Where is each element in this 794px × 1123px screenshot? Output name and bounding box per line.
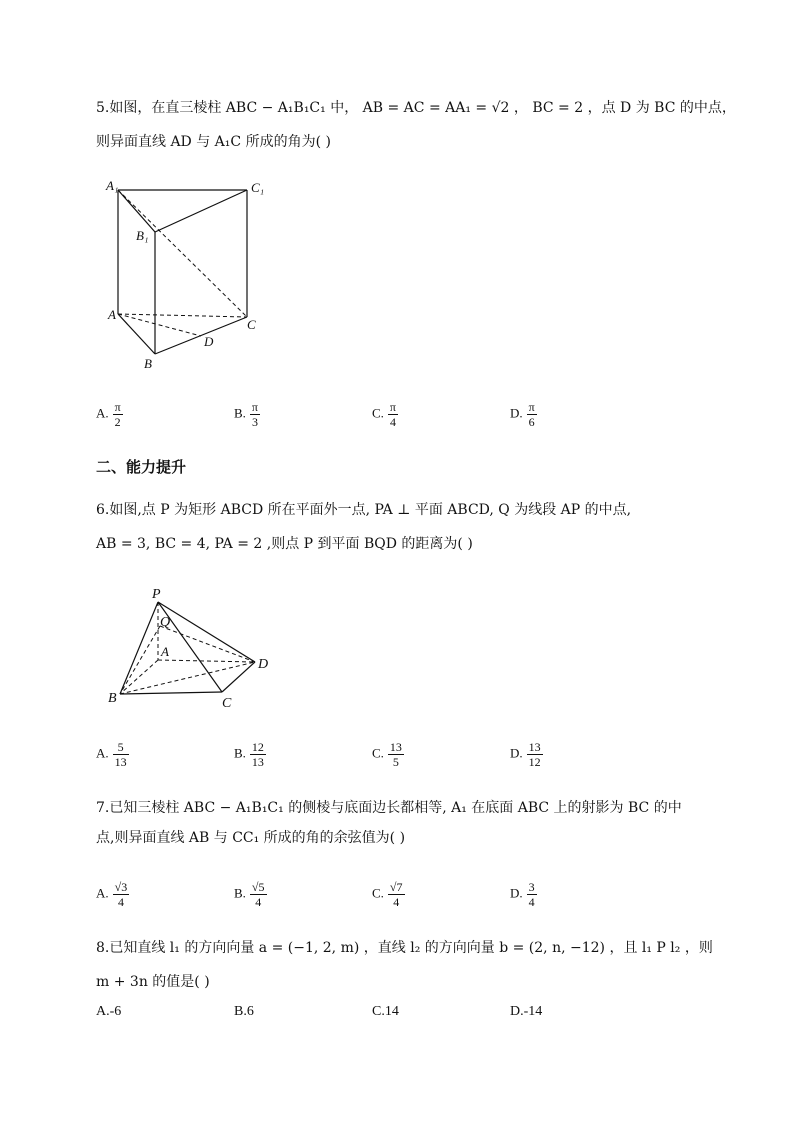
q8-stem-line2: m + 3n 的值是( ) (96, 974, 210, 990)
q8-option-d[interactable]: D.-14 (510, 1004, 543, 1019)
q5-option-a[interactable]: A. $\frac{\pi}{2}$ (96, 400, 121, 429)
q6-option-b[interactable]: B. $\frac{12}{13}$ (234, 740, 264, 769)
q8-option-a[interactable]: A.-6 (96, 1004, 122, 1019)
q8-option-b[interactable]: B.6 (234, 1004, 254, 1019)
edge-AD-dashed (158, 660, 255, 662)
q7-stem-line2: 点,则异面直线 AB 与 CC₁ 所成的角的余弦值为( ) (96, 830, 406, 846)
q5-prism-figure (100, 172, 290, 377)
edge-QB-dashed (120, 626, 160, 694)
label-A1: A₁ (106, 178, 119, 193)
q6-pyramid-figure (100, 582, 290, 717)
edge-QD-dashed (160, 626, 255, 662)
edge-B1C1 (155, 190, 247, 232)
q7-option-b[interactable]: B. $\frac{√5}{4}$ (234, 880, 265, 909)
label-A: A (108, 307, 116, 322)
edge-A1B1 (118, 190, 155, 232)
edge-AD-dashed (118, 314, 201, 336)
q7-stem-line1: 7.已知三棱柱 ABC − A₁B₁C₁ 的侧棱与底面边长都相等, A₁ 在底面 ABC 上的射影为 BC 的中 (96, 800, 682, 816)
label-D: D (258, 657, 269, 672)
q5-option-b[interactable]: B. $\frac{\pi}{3}$ (234, 400, 258, 429)
q6-option-d[interactable]: D. $\frac{13}{12}$ (510, 740, 541, 769)
label-A: A (161, 644, 169, 659)
q5-stem-line1: 5.如图，在直三棱柱 ABC − A₁B₁C₁ 中， AB = AC = AA₁ = √2 ， BC = 2 ，点 D 为 BC 的中点， (96, 100, 736, 116)
edge-A1C-dashed (118, 190, 247, 317)
edge-PB (120, 602, 158, 694)
q6-stem-line1: 6.如图,点 P 为矩形 ABCD 所在平面外一点, PA ⊥ 平面 ABCD, Q 为线段 AP 的中点, (96, 502, 632, 518)
label-B: B (108, 691, 117, 706)
q5-stem-line2: 则异面直线 AD 与 A₁C 所成的角为( ) (96, 134, 331, 150)
edge-CD (222, 662, 255, 692)
edge-AC-dashed (118, 314, 247, 317)
edge-PD (158, 602, 255, 662)
label-C: C (222, 696, 232, 711)
q7-option-c[interactable]: C. $\frac{√7}{4}$ (372, 880, 403, 909)
label-Q: Q (160, 615, 171, 630)
label-B: B (144, 356, 152, 371)
q7-option-a[interactable]: A. $\frac{√3}{4}$ (96, 880, 128, 909)
q6-option-a[interactable]: A. $\frac{5}{13}$ (96, 740, 127, 769)
edge-BD-dashed (120, 662, 255, 694)
edge-AB-dashed (120, 660, 158, 694)
label-P: P (152, 587, 161, 602)
label-C: C (247, 317, 256, 332)
q8-stem-line1: 8.已知直线 l₁ 的方向向量 a = (−1, 2, m) ，直线 l₂ 的方向向量 b = (2, n, −12) ，且 l₁ P l₂ ，则 (96, 940, 713, 956)
q7-option-d[interactable]: D. $\frac{3}{4}$ (510, 880, 535, 909)
label-D: D (204, 334, 214, 349)
section-heading: 二、能力提升 (96, 458, 187, 476)
edge-BC (120, 692, 222, 694)
q6-option-c[interactable]: C. $\frac{13}{5}$ (372, 740, 402, 769)
label-C1: C₁ (251, 180, 265, 195)
edge-AB (118, 314, 155, 354)
q6-stem-line2: AB = 3, BC = 4, PA = 2 ,则点 P 到平面 BQD 的距离为( ) (96, 536, 473, 552)
q8-option-c[interactable]: C.14 (372, 1004, 399, 1019)
q5-option-c[interactable]: C. $\frac{\pi}{4}$ (372, 400, 396, 429)
label-B1: B₁ (136, 228, 149, 243)
q5-option-d[interactable]: D. $\frac{\pi}{6}$ (510, 400, 535, 429)
